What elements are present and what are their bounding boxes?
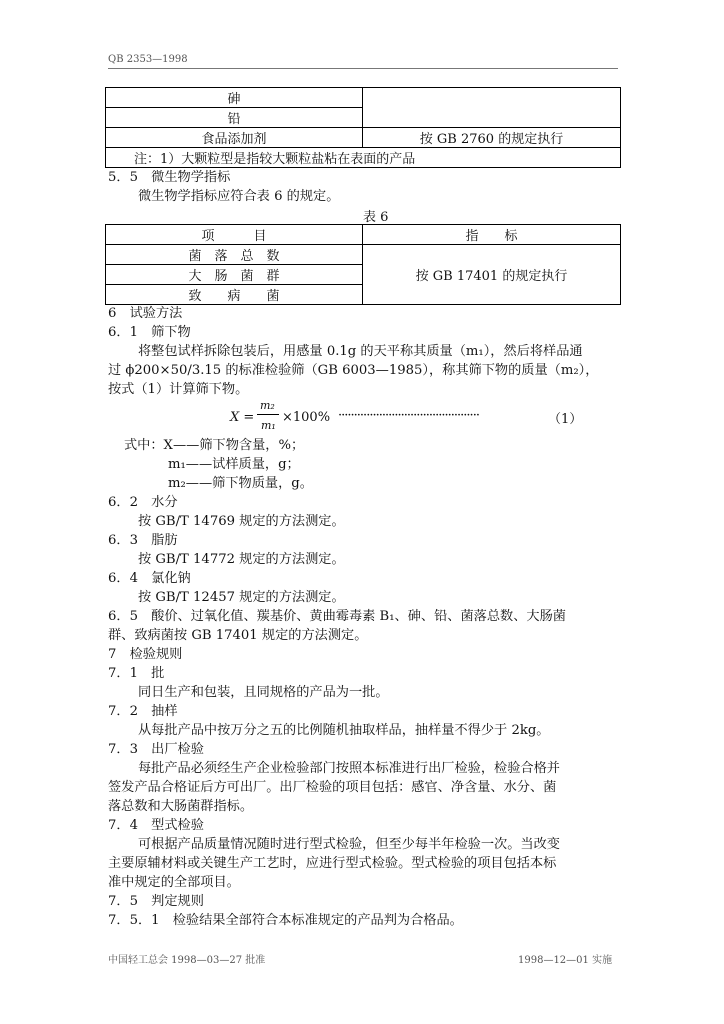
equation-number: （1） <box>548 412 583 427</box>
microbiology-table <box>105 224 621 305</box>
paragraph: 主要原辅材料或关键生产工艺时，应进行型式检验。型式检验的项目包括本标 <box>108 856 557 871</box>
paragraph: 可根据产品质量情况随时进行型式检验，但至少每半年检验一次。当改变 <box>138 837 560 852</box>
section-heading: 7．2 抽样 <box>108 704 178 719</box>
formula-numerator: m₂ <box>260 399 275 412</box>
table-note: 注：1）大颗粒型是指较大颗粒盐粘在表面的产品 <box>106 148 621 168</box>
formula-where: 式中：X——筛下物含量，%； <box>124 438 305 453</box>
header-rule <box>108 68 618 69</box>
paragraph: 按 GB/T 14772 规定的方法测定。 <box>138 552 345 567</box>
formula-lhs: X = <box>230 410 255 425</box>
paragraph: 同日生产和包装，且同规格的产品为一批。 <box>138 685 389 700</box>
paragraph: 群、致病菌按 GB 17401 规定的方法测定。 <box>108 628 368 643</box>
column-header-item: 项 目 <box>106 225 363 245</box>
section-heading: 5．5 微生物学指标 <box>108 170 231 185</box>
table-cell-item: 致 病 菌 <box>106 285 363 305</box>
section-heading: 6 试验方法 <box>108 306 183 321</box>
section-heading: 6．4 氯化钠 <box>108 571 191 586</box>
section-heading: 7．3 出厂检验 <box>108 742 204 757</box>
section-heading: 6．3 脂肪 <box>108 533 178 548</box>
formula-1 <box>230 398 583 438</box>
section-heading: 7．4 型式检验 <box>108 818 204 833</box>
table-cell-item: 铅 <box>106 108 363 128</box>
paragraph: 按式（1）计算筛下物。 <box>108 382 249 397</box>
paragraph: 从每批产品中按万分之五的比例随机抽取样品，抽样量不得少于 2kg。 <box>138 723 550 738</box>
table-row <box>106 88 621 108</box>
document-code: QB 2353—1998 <box>108 54 188 65</box>
section-heading: 6．1 筛下物 <box>108 325 191 340</box>
paragraph: 将整包试样拆除包装后，用感量 0.1g 的天平称其质量（m₁），然后将样品通 <box>138 344 583 359</box>
formula-where: m₁——试样质量，g； <box>168 457 300 472</box>
column-header-spec: 指 标 <box>363 225 621 245</box>
section-heading: 7 检验规则 <box>108 647 183 662</box>
formula-where: m₂——筛下物质量，g。 <box>168 476 313 491</box>
limits-table-continued <box>105 87 621 168</box>
paragraph: 准中规定的全部项目。 <box>108 875 240 890</box>
table-cell-item: 菌 落 总 数 <box>106 245 363 265</box>
table-row <box>106 148 621 168</box>
paragraph: 落总数和大肠菌群指标。 <box>108 799 254 814</box>
table-cell-item: 砷 <box>106 88 363 108</box>
table-cell-spec: 按 GB 17401 的规定执行 <box>363 245 621 305</box>
section-heading: 7．1 批 <box>108 666 165 681</box>
paragraph: 6．5 酸价、过氧化值、羰基价、黄曲霉毒素 B₁、砷、铅、菌落总数、大肠菌 <box>108 609 566 624</box>
table-cell-item: 大 肠 菌 群 <box>106 265 363 285</box>
fraction-bar <box>257 414 279 415</box>
table-cell-spec: 按 GB 2760 的规定执行 <box>363 128 621 148</box>
effective-date: 1998—12—01 实施 <box>518 955 613 966</box>
section-heading: 6．2 水分 <box>108 495 178 510</box>
table-cell-spec <box>363 88 621 128</box>
formula-denominator: m₁ <box>261 419 276 432</box>
paragraph: 按 GB/T 12457 规定的方法测定。 <box>138 590 345 605</box>
paragraph: 签发产品合格证后方可出厂。出厂检验的项目包括：感官、净含量、水分、菌 <box>108 780 557 795</box>
paragraph: 过 ϕ200×50/3.15 的标准检验筛（GB 6003—1985），称其筛下物的质量（m₂）， <box>108 363 599 378</box>
table-row <box>106 128 621 148</box>
section-heading: 7．5 判定规则 <box>108 894 204 909</box>
approval-date: 中国轻工总会 1998—03—27 批准 <box>108 955 266 966</box>
paragraph: 7．5．1 检验结果全部符合本标准规定的产品判为合格品。 <box>108 913 463 928</box>
paragraph: 微生物学指标应符合表 6 的规定。 <box>138 189 340 204</box>
paragraph: 每批产品必须经生产企业检验部门按照本标准进行出厂检验，检验合格并 <box>138 761 560 776</box>
table-header-row <box>106 225 621 245</box>
table-row <box>106 245 621 265</box>
formula-rhs: ×100% <box>282 410 331 425</box>
paragraph: 按 GB/T 14769 规定的方法测定。 <box>138 514 345 529</box>
table-caption: 表 6 <box>363 210 389 225</box>
formula-leader: ············································· <box>338 408 479 423</box>
table-cell-item: 食品添加剂 <box>106 128 363 148</box>
